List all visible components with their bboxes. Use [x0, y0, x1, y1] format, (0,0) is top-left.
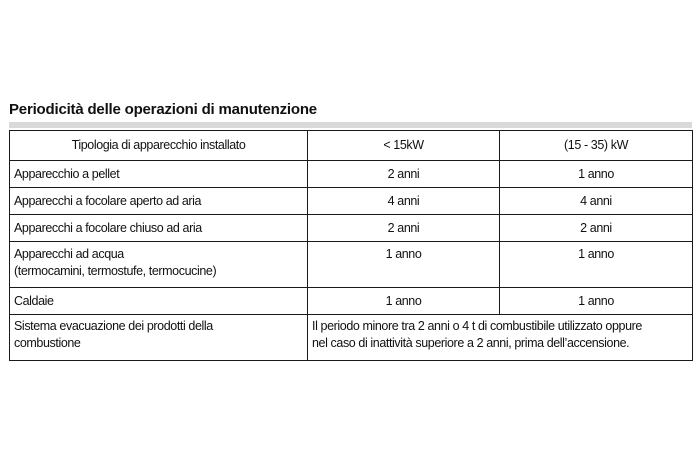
- row-type-cell: [10, 315, 308, 361]
- row-type-cell: Apparecchi a focolare chiuso ad aria: [10, 215, 308, 242]
- maintenance-table: [9, 130, 693, 361]
- row-type-cell: Caldaie: [10, 288, 308, 315]
- row-mid-power-cell: 1 anno: [500, 161, 693, 188]
- row-merged-value-cell: [308, 315, 693, 361]
- row-type-line: Sistema evacuazione dei prodotti della: [14, 319, 213, 333]
- row-low-power-cell: 4 anni: [308, 188, 500, 215]
- row-type-cell: Apparecchi a focolare aperto ad aria: [10, 188, 308, 215]
- row-mid-power-cell: 4 anni: [500, 188, 693, 215]
- row-mid-power-cell: 2 anni: [500, 215, 693, 242]
- row-type-cell: Apparecchio a pellet: [10, 161, 308, 188]
- row-type-note: (termocamini, termostufe, termocucine): [14, 264, 217, 278]
- row-low-power-cell: 1 anno: [308, 242, 500, 288]
- table-header-row: [10, 131, 693, 161]
- row-type-label: Apparecchi ad acqua: [14, 247, 124, 261]
- row-low-power-cell: 2 anni: [308, 215, 500, 242]
- table-row: [10, 288, 693, 315]
- table-row: [10, 242, 693, 288]
- row-mid-power-cell: 1 anno: [500, 288, 693, 315]
- column-header-mid-power: (15 - 35) kW: [500, 131, 693, 161]
- table-row: [10, 315, 693, 361]
- page-title: Periodicità delle operazioni di manutenzione: [9, 101, 317, 118]
- row-low-power-cell: 2 anni: [308, 161, 500, 188]
- column-header-type: Tipologia di apparecchio installato: [10, 131, 308, 161]
- table-row: [10, 161, 693, 188]
- title-divider: [9, 122, 692, 128]
- row-type-line: combustione: [14, 336, 81, 350]
- merged-value-line: Il periodo minore tra 2 anni o 4 t di combustibile utilizzato oppure: [312, 319, 642, 333]
- row-type-cell: [10, 242, 308, 288]
- merged-value-line: nel caso di inattività superiore a 2 anni, prima dell’accensione.: [312, 336, 630, 350]
- column-header-low-power: < 15kW: [308, 131, 500, 161]
- row-mid-power-cell: 1 anno: [500, 242, 693, 288]
- table-row: [10, 215, 693, 242]
- table-row: [10, 188, 693, 215]
- row-low-power-cell: 1 anno: [308, 288, 500, 315]
